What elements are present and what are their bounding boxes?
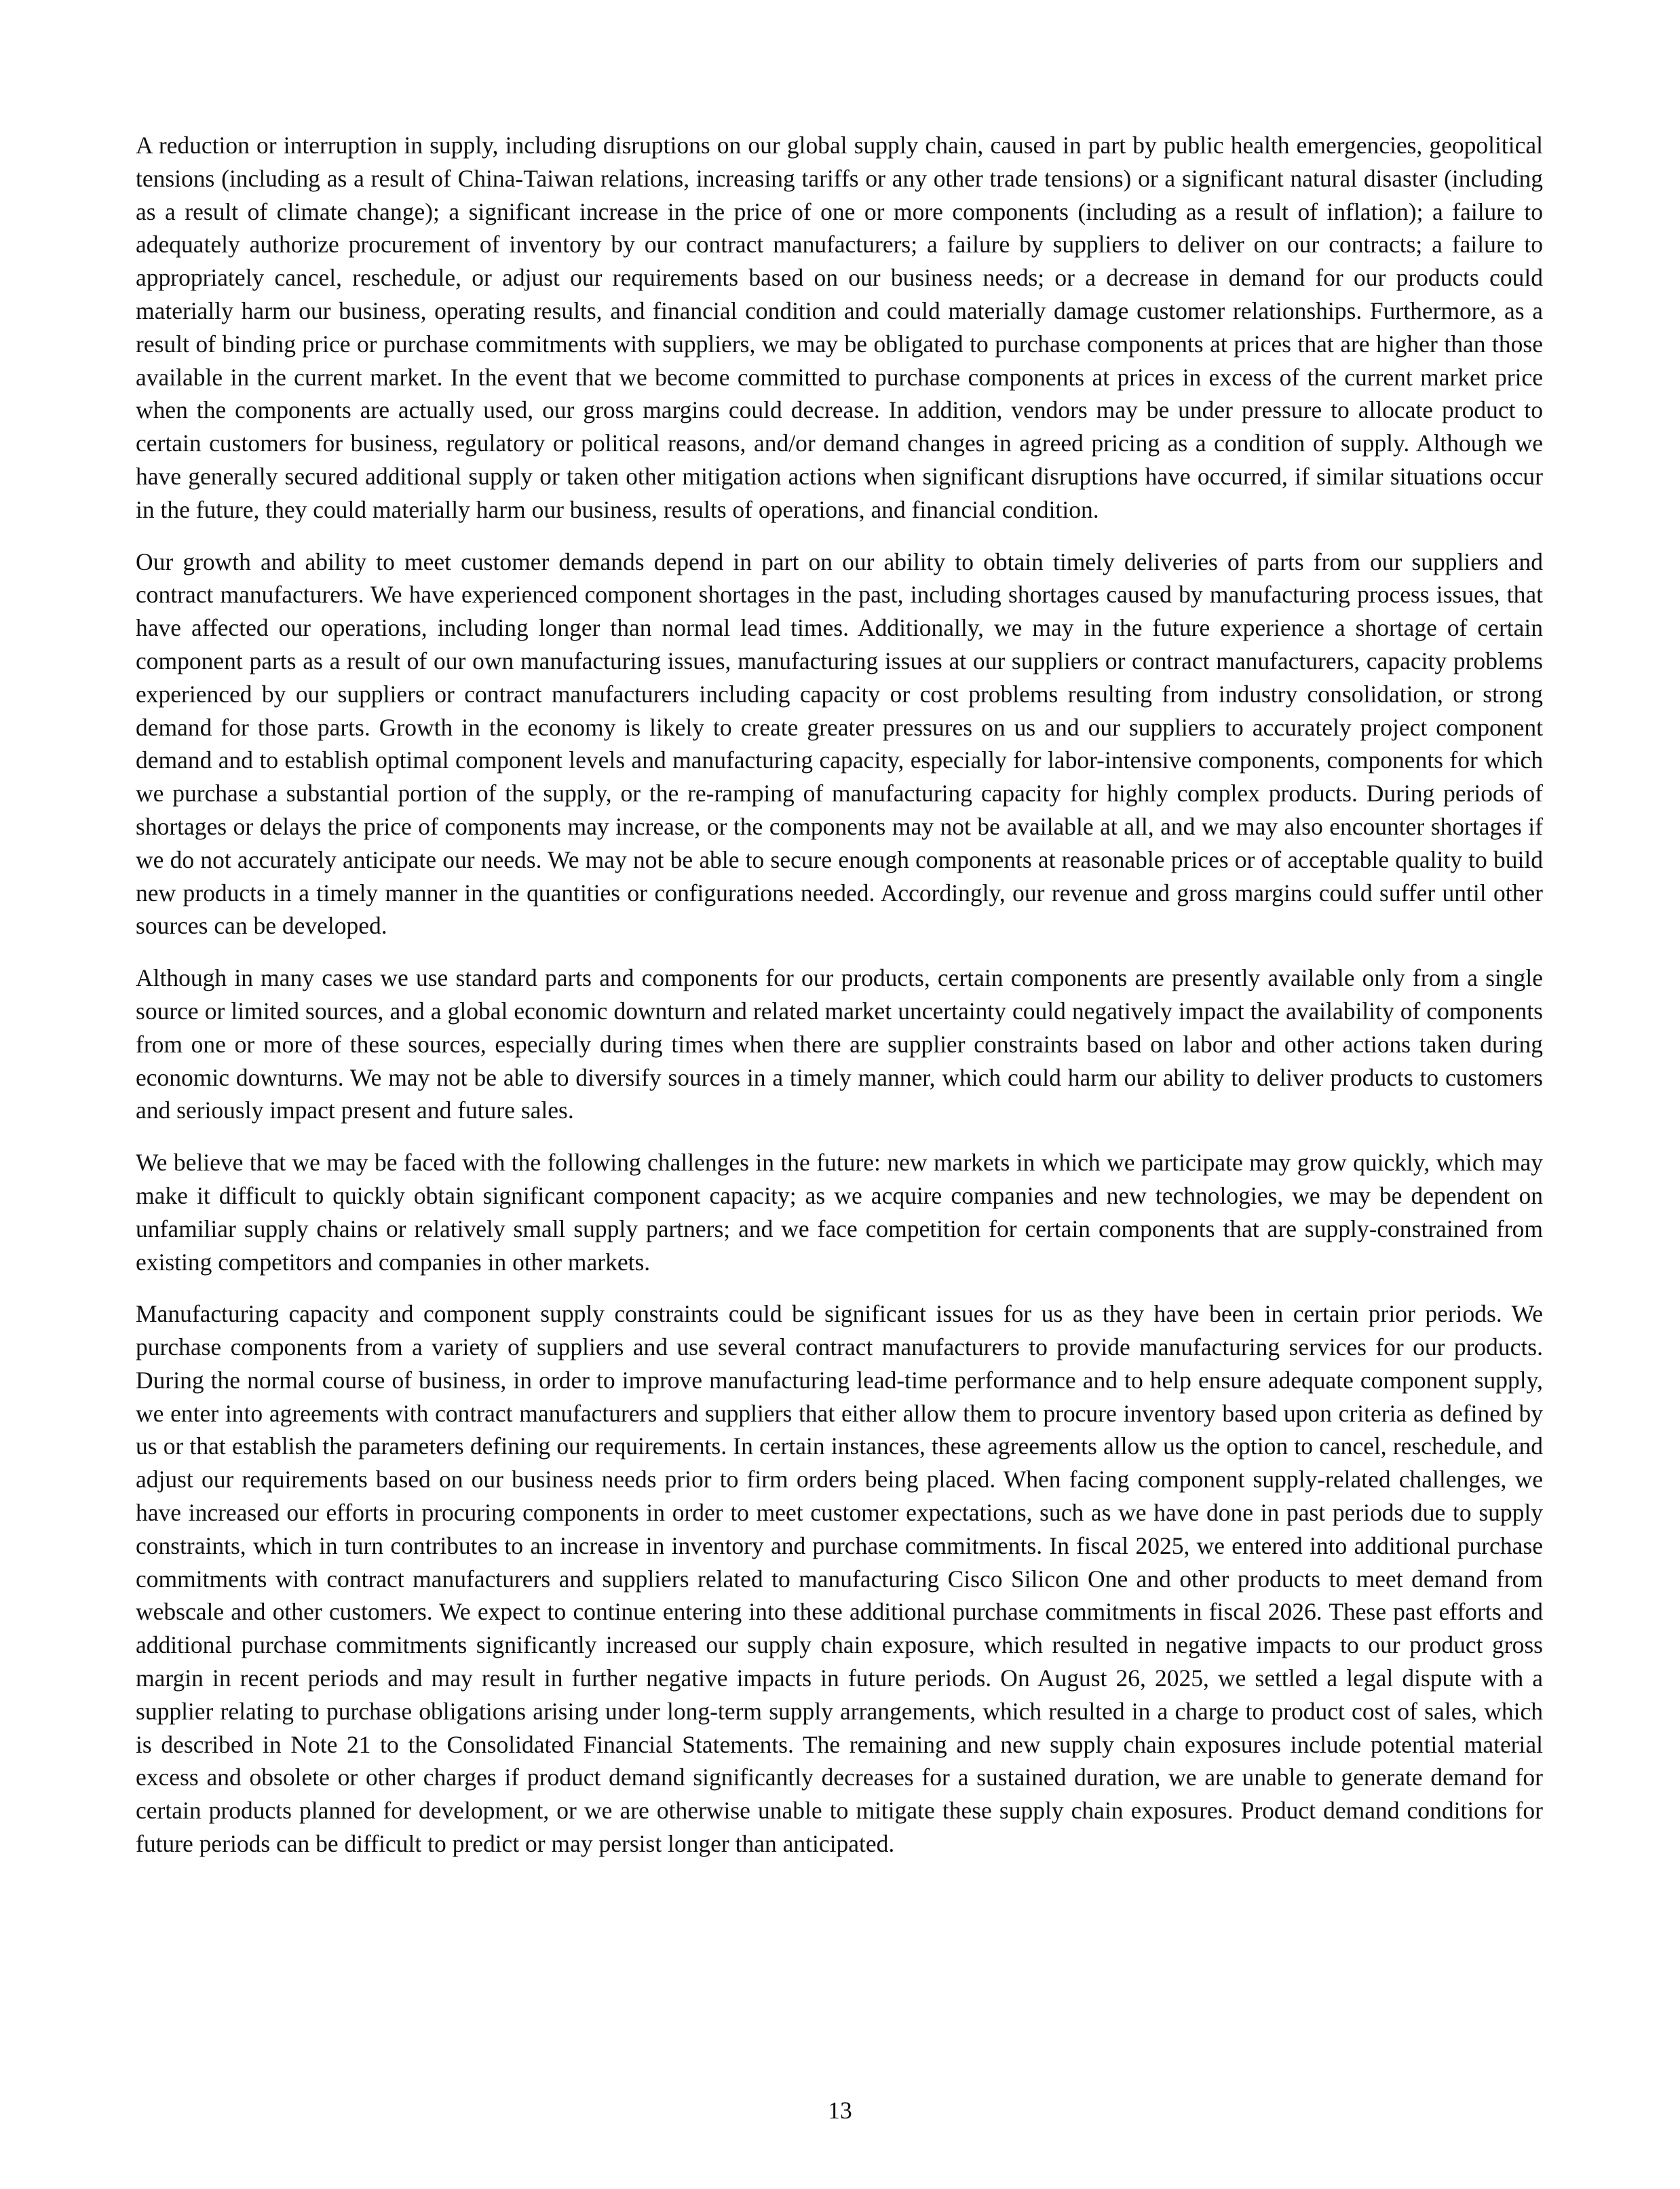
page-number: 13 [828, 2097, 852, 2124]
paragraph-future-challenges: We believe that we may be faced with the following challenges in the future: new markets in which we participate may grow quickly, which may make it difficult to quickly obtain significant component capacity; as we acquire companies and new technologies, we may be dependent on unfamiliar supply chains or relatively small supply partners; and we face competition for certain components that are supply-constrained from existing competitors and companies in other markets. [136, 1149, 1543, 1276]
document-body [136, 129, 1543, 1880]
paragraph-growth-and-deliveries: Our growth and ability to meet customer demands depend in part on our ability to obtain timely deliveries of parts from our suppliers and contract manufacturers. We have experienced component shortages in the past, including shortages caused by manufacturing process issues, that have affected our operations, including longer than normal lead times. Additionally, we may in the future experience a shortage of certain component parts as a result of our own manufacturing issues, manufacturing issues at our suppliers or contract manufacturers, capacity problems experienced by our suppliers or contract manufacturers including capacity or cost problems resulting from industry consolidation, or strong demand for those parts. Growth in the economy is likely to create greater pressures on us and our suppliers to accurately project component demand and to establish optimal component levels and manufacturing capacity, especially for labor-intensive components, components for which we purchase a substantial portion of the supply, or the re-ramping of manufacturing capacity for highly complex products. During periods of shortages or delays the price of components may increase, or the components may not be available at all, and we may also encounter shortages if we do not accurately anticipate our needs. We may not be able to secure enough components at reasonable prices or of acceptable quality to build new products in a timely manner in the quantities or configurations needed. Accordingly, our revenue and gross margins could suffer until other sources can be developed. [136, 548, 1543, 940]
paragraph-manufacturing-capacity: Manufacturing capacity and component supply constraints could be significant issues for us as they have been in certain prior periods. We purchase components from a variety of suppliers and use several contract manufacturers to provide manufacturing services for our products. During the normal course of business, in order to improve manufacturing lead-time performance and to help ensure adequate component supply, we enter into agreements with contract manufacturers and suppliers that either allow them to procure inventory based upon criteria as defined by us or that establish the parameters defining our requirements. In certain instances, these agreements allow us the option to cancel, reschedule, and adjust our requirements based on our business needs prior to firm orders being placed. When facing component supply-related challenges, we have increased our efforts in procuring components in order to meet customer expectations, such as we have done in past periods due to supply constraints, which in turn contributes to an increase in inventory and purchase commitments. In fiscal 2025, we entered into additional purchase commitments with contract manufacturers and suppliers related to manufacturing Cisco Silicon One and other products to meet demand from webscale and other customers. We expect to continue entering into these additional purchase commitments in fiscal 2026. These past efforts and additional purchase commitments significantly increased our supply chain exposure, which resulted in negative impacts to our product gross margin in recent periods and may result in further negative impacts in future periods. On August 26, 2025, we settled a legal dispute with a supplier relating to purchase obligations arising under long-term supply arrangements, which resulted in a charge to product cost of sales, which is described in Note 21 to the Consolidated Financial Statements. The remaining and new supply chain exposures include potential material excess and obsolete or other charges if product demand significantly decreases for a sustained duration, we are unable to generate demand for certain products planned for development, or we are otherwise unable to mitigate these supply chain exposures. Product demand conditions for future periods can be difficult to predict or may persist longer than anticipated. [136, 1300, 1543, 1858]
paragraph-supply-interruption: A reduction or interruption in supply, including disruptions on our global supply chain, caused in part by public health emergencies, geopolitical tensions (including as a result of China-Taiwan relations, increasing tariffs or any other trade tensions) or a significant natural disaster (including as a result of climate change); a significant increase in the price of one or more components (including as a result of inflation); a failure to adequately authorize procurement of inventory by our contract manufacturers; a failure by suppliers to deliver on our contracts; a failure to appropriately cancel, reschedule, or adjust our requirements based on our business needs; or a decrease in demand for our products could materially harm our business, operating results, and financial condition and could materially damage customer relationships. Furthermore, as a result of binding price or purchase commitments with suppliers, we may be obligated to purchase components at prices that are higher than those available in the current market. In the event that we become committed to purchase components at prices in excess of the current market price when the components are actually used, our gross margins could decrease. In addition, vendors may be under pressure to allocate product to certain customers for business, regulatory or political reasons, and/or demand changes in agreed pricing as a condition of supply. Although we have generally secured additional supply or taken other mitigation actions when significant disruptions have occurred, if similar situations occur in the future, they could materially harm our business, results of operations, and financial condition. [136, 132, 1543, 523]
paragraph-single-source-components: Although in many cases we use standard parts and components for our products, certain components are presently available only from a single source or limited sources, and a global economic downturn and related market uncertainty could negatively impact the availability of components from one or more of these sources, especially during times when there are supplier constraints based on labor and other actions taken during economic downturns. We may not be able to diversify sources in a timely manner, which could harm our ability to deliver products to customers and seriously impact present and future sales. [136, 964, 1543, 1124]
